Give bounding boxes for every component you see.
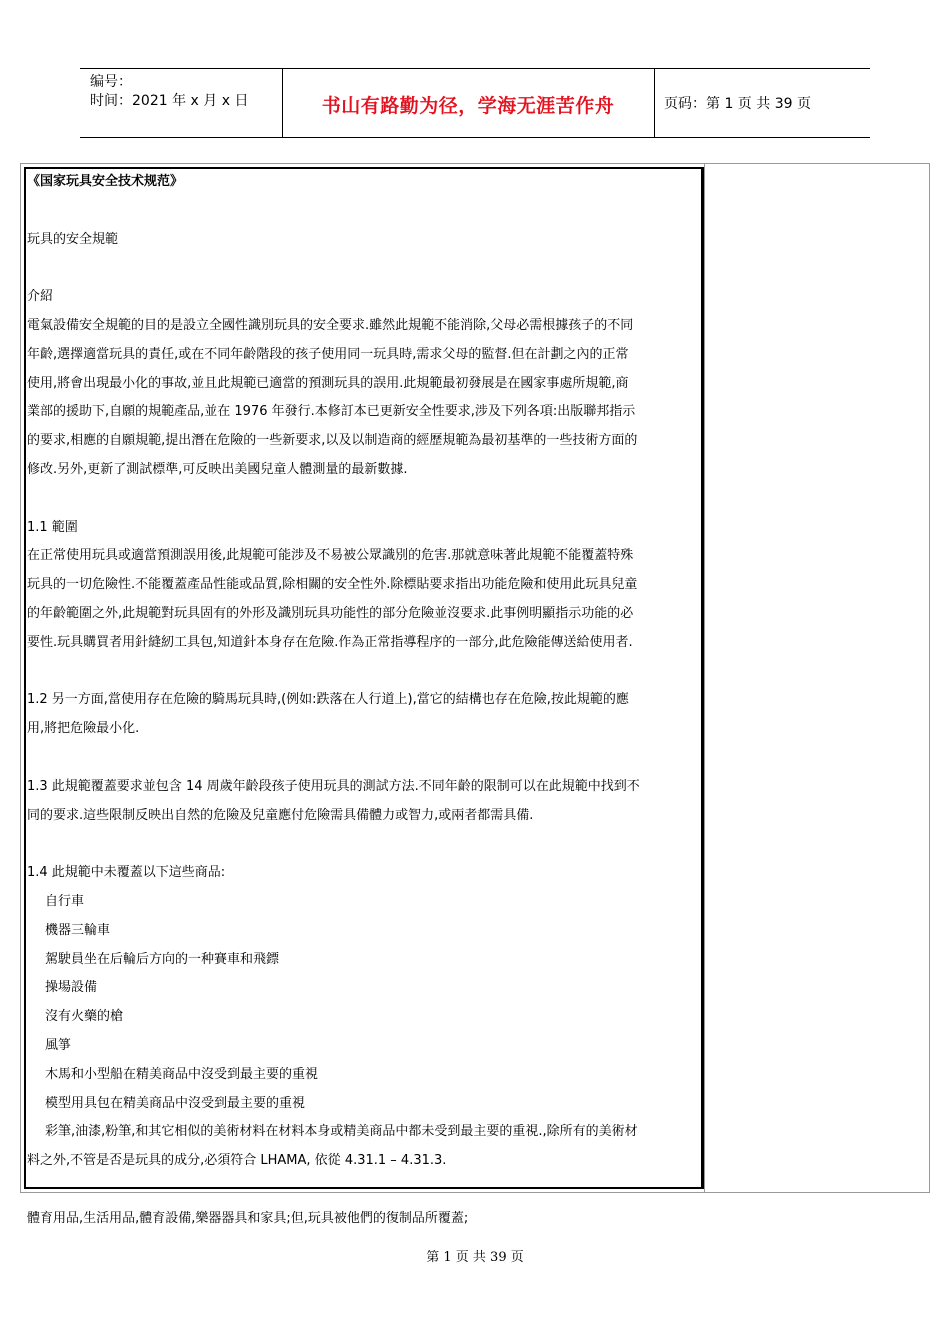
- header-divider: [654, 69, 655, 137]
- list-item: 自行車: [45, 893, 85, 909]
- header-page-code: 页码：第 1 页 共 39 页: [664, 96, 811, 112]
- right-empty-cell: [704, 163, 930, 1193]
- list-item: 木馬和小型船在精美商品中沒受到最主要的重視: [45, 1066, 319, 1082]
- text-line: 年齡,選擇適當玩具的責任,或在不同年齡階段的孩子使用同一玩具時,需求父母的監督.但在計劃之內的正常: [27, 346, 629, 362]
- text-line: 體育用品,生活用品,體育設備,樂器器具和家具;但,玩具被他們的復制品所覆蓋;: [27, 1210, 469, 1226]
- text-line: 的年齡範圍之外,此規範對玩具固有的外形及識別玩具功能性的部分危險並沒要求.此事例明顯指示功能的必: [27, 605, 634, 621]
- text-line: 1.3 此規範覆蓋要求並包含 14 周歲年齡段孩子使用玩具的測試方法.不同年齡的限制可以在此規範中找到不: [27, 778, 640, 794]
- list-item: 風箏: [45, 1037, 72, 1053]
- section-heading-1-4: 1.4 此規範中未覆蓋以下這些商品:: [27, 865, 226, 881]
- text-line: 1.2 另一方面,當使用存在危險的騎馬玩具時,(例如:跌落在人行道上),當它的結構也存在危險,按此規範的應: [27, 692, 629, 708]
- text-line: 要性.玩具購買者用針縫紉工具包,知道針本身存在危險.作為正常指導程序的一部分,此危險能傳送給使用者.: [27, 634, 633, 650]
- time-label: 时间：2021 年 x 月 x 日: [90, 93, 249, 109]
- list-item: 操場設備: [45, 980, 98, 996]
- section-heading-1-1: 1.1 範圍: [27, 519, 78, 535]
- header-left-cell: [90, 73, 248, 111]
- page-header: [80, 68, 870, 138]
- text-line: 的要求,相應的自願規範,提出潛在危險的一些新要求,以及以制造商的經歷規範為最初基準的一些技術方面的: [27, 433, 638, 449]
- text-line: 料之外,不管是否是玩具的成分,必須符合 LHAMA, 依從 4.31.1 – 4.31.3.: [27, 1153, 447, 1169]
- list-item: 駕駛員坐在后輪后方向的一种賽車和飛鏢: [45, 951, 280, 967]
- number-label: 编号：: [90, 74, 132, 90]
- text-line: 修改.另外,更新了測試標準,可反映出美國兒童人體測量的最新數據.: [27, 461, 408, 477]
- document-title: 《国家玩具安全技术规范》: [27, 174, 184, 189]
- text-line: 業部的援助下,自願的規範產品,並在 1976 年發行.本修訂本已更新安全性要求,涉及下列各項:出版聯邦指示: [27, 404, 636, 420]
- text-line: 玩具的一切危險性.不能覆蓋產品性能或品質,除相關的安全性外.除標貼要求指出功能危險和使用此玩具兒童: [27, 577, 638, 593]
- text-line: 在正常使用玩具或適當預測誤用後,此規範可能涉及不易被公眾識別的危害.那就意味著此規範不能覆蓋特殊: [27, 548, 634, 564]
- text-line: 用,將把危險最小化.: [27, 721, 140, 737]
- list-item: 沒有火藥的槍: [45, 1009, 124, 1025]
- text-line: 同的要求.這些限制反映出自然的危險及兒童應付危險需具備體力或智力,或兩者都需具備.: [27, 807, 534, 823]
- list-item: 模型用具包在精美商品中沒受到最主要的重視: [45, 1095, 306, 1111]
- list-item: 機器三輪車: [45, 922, 111, 938]
- header-motto: 书山有路勤为径，学海无涯苦作舟: [321, 95, 615, 117]
- document-body: [27, 168, 703, 1233]
- document-subtitle: 玩具的安全規範: [27, 231, 119, 247]
- intro-heading: 介紹: [27, 289, 54, 305]
- list-item: 彩筆,油漆,粉筆,和其它相似的美術材料在材料本身或精美商品中都未受到最主要的重視.,除所有的美術材: [45, 1124, 638, 1140]
- page-footer: 第 1 页 共 39 页: [426, 1250, 524, 1265]
- text-line: 使用,將會出現最小化的事故,並且此規範已適當的預測玩具的誤用.此規範最初發展是在國家事處所規範,商: [27, 375, 629, 391]
- text-line: 電氣設備安全規範的目的是設立全國性識別玩具的安全要求.雖然此規範不能消除,父母必需根據孩子的不同: [27, 317, 634, 333]
